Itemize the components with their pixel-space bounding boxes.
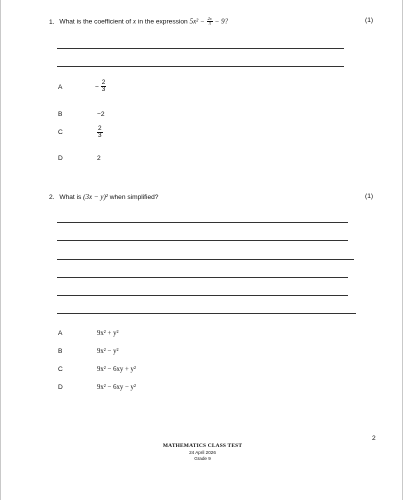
q2-option-a-letter: A	[58, 330, 63, 337]
q2-option-a-expr: 9x² + y²	[97, 330, 119, 337]
question-1-stem	[49, 17, 228, 27]
q1-option-b-value: −2	[97, 111, 105, 118]
question-1-text: What is the coefficient of	[59, 18, 132, 26]
question-1-frac-den: 3	[208, 21, 211, 27]
q1-option-c-num: 2	[98, 125, 102, 132]
q1-option-c-fraction	[97, 126, 103, 140]
question-2-expr: (3x − y)²	[83, 193, 108, 201]
question-2-number: 2.	[49, 194, 55, 201]
answer-line	[57, 66, 344, 67]
question-2-stem	[49, 193, 158, 201]
question-1-frac-num: 2x	[207, 16, 212, 21]
q1-option-a-num: 2	[101, 79, 106, 86]
q1-option-d-value: 2	[97, 155, 101, 162]
q1-option-a-fraction	[101, 80, 107, 94]
q1-option-a-sign: −	[95, 83, 99, 91]
q1-option-c-letter: C	[58, 129, 63, 136]
q2-option-b-expr: 9x² − y²	[97, 348, 119, 355]
question-1-marks: (1)	[365, 17, 374, 24]
question-1-expr-a: 5x² −	[189, 17, 205, 26]
question-2-marks: (1)	[365, 193, 374, 200]
question-2-text-a: What is	[59, 194, 82, 201]
page-number: 2	[372, 435, 376, 442]
question-1-mid: in the expression	[137, 18, 188, 26]
answer-line	[57, 277, 348, 278]
q2-option-c-expr: 9x² − 6xy + y²	[97, 366, 136, 373]
question-1-number: 1.	[49, 18, 55, 26]
question-1-var: x	[132, 17, 137, 26]
footer-grade: Grade 9	[194, 456, 211, 461]
q2-option-d-letter: D	[58, 384, 63, 391]
answer-line	[57, 48, 344, 49]
answer-line	[57, 313, 356, 314]
answer-line	[57, 240, 348, 241]
footer-title: MATHEMATICS CLASS TEST	[162, 443, 243, 449]
q1-option-b-letter: B	[58, 111, 63, 118]
q1-option-d-letter: D	[58, 155, 63, 162]
q2-option-d-expr: 9x² − 6xy − y²	[97, 384, 136, 391]
q1-option-a-value	[95, 80, 106, 94]
answer-line	[57, 222, 348, 223]
q1-option-a-den: 3	[101, 86, 106, 94]
question-1-fraction	[207, 17, 213, 27]
footer-date: 24 April 2026	[189, 450, 216, 455]
q2-option-c-letter: C	[58, 366, 63, 373]
q1-option-c-den: 3	[98, 132, 102, 140]
question-2-text-b: when simplified?	[109, 194, 159, 201]
q1-option-a-letter: A	[58, 84, 63, 91]
q1-option-c-value	[97, 126, 103, 140]
answer-line	[57, 295, 348, 296]
question-1-expr-b: − 9?	[214, 17, 229, 26]
answer-line	[57, 259, 354, 260]
q2-option-b-letter: B	[58, 348, 63, 355]
